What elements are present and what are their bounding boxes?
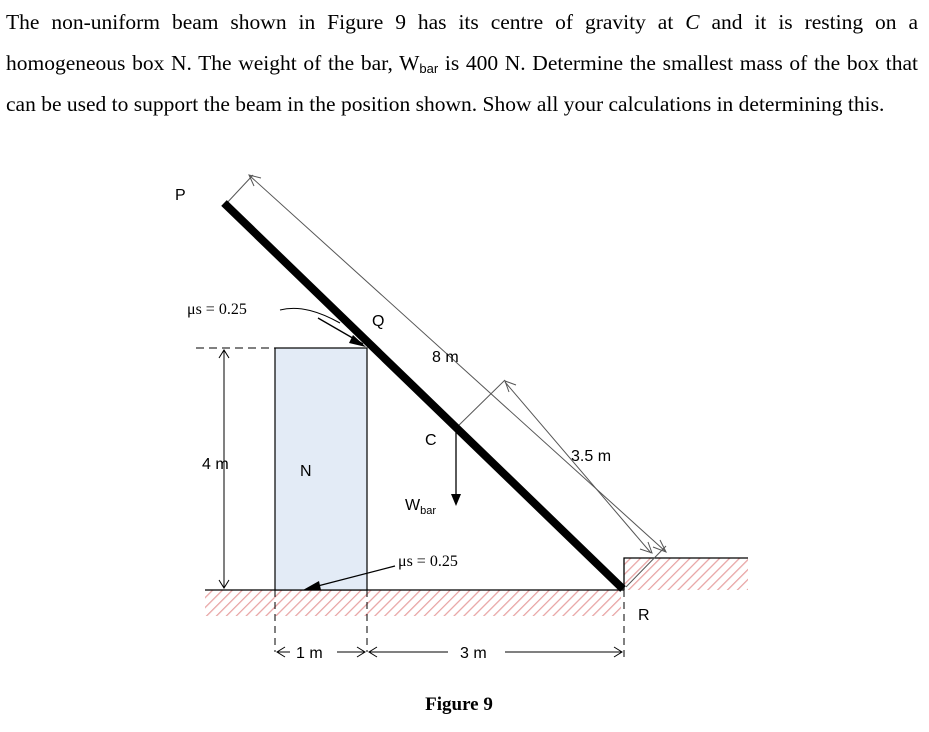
cr-ext-from-c (454, 380, 505, 430)
ground-hatch (205, 590, 621, 616)
label-r: R (638, 607, 650, 624)
weight-subscript: bar (419, 61, 439, 76)
label-mu-top: μs = 0.25 (187, 301, 247, 318)
label-p: P (175, 187, 186, 204)
length-ext-top (225, 175, 253, 205)
label-box-to-r: 3 m (460, 645, 487, 662)
weight-arrow-head (451, 494, 461, 506)
label-q: Q (372, 313, 385, 330)
label-weight-sub: bar (420, 505, 437, 517)
label-weight (405, 497, 436, 517)
box-n (275, 348, 367, 590)
cg-symbol: C (685, 10, 700, 34)
label-box-width: 1 m (296, 645, 323, 662)
label-weight-w: W (405, 497, 421, 514)
cr-arrow-top (505, 381, 516, 392)
label-beam-length: 8 m (432, 349, 459, 366)
label-mu-bottom: μs = 0.25 (398, 553, 458, 570)
label-n: N (300, 463, 312, 480)
problem-text-part3: is 400 N. Determine the smallest mass of the box that can be used to support the beam in the position shown. Show all your calculations in determining this. (6, 51, 918, 116)
label-c-to-r: 3.5 m (571, 448, 612, 465)
figure-caption: Figure 9 (425, 694, 493, 715)
cr-dimension-line (505, 382, 651, 553)
problem-text-part1: The non-uniform beam shown in Figure 9 has its centre of gravity at (6, 10, 686, 34)
label-box-height: 4 m (202, 456, 229, 473)
problem-text-part2: and it is resting on a homogeneous box N. The weight of the bar, W (6, 10, 918, 75)
right-ledge-hatch (624, 558, 748, 590)
label-c: C (425, 432, 437, 449)
